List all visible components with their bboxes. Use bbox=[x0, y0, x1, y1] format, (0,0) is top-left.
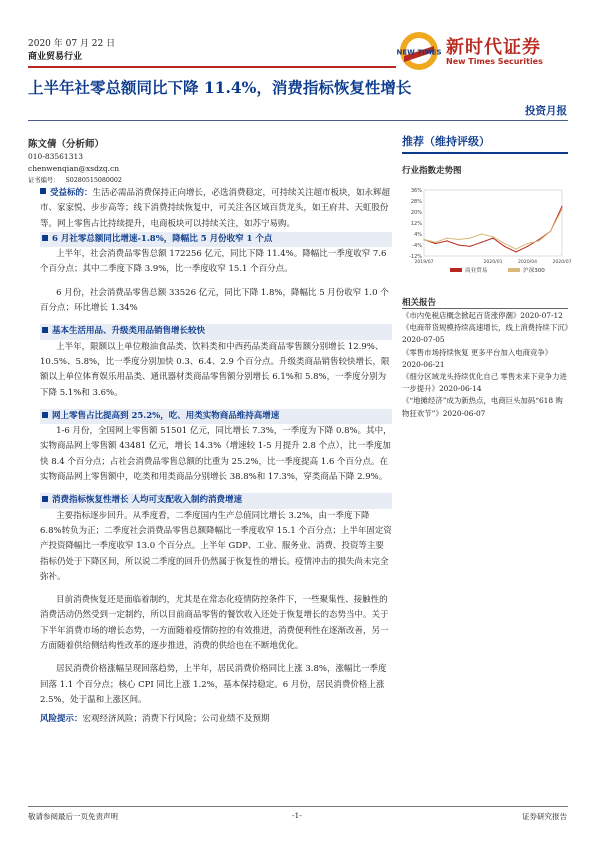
index-trend-chart bbox=[402, 184, 572, 280]
industry-name: 商业贸易行业 bbox=[28, 52, 83, 62]
chart-x-tick-label: 2020/07 bbox=[552, 260, 572, 265]
related-report-date: 2020-07-05 bbox=[402, 335, 445, 345]
chart-data-point bbox=[527, 243, 528, 244]
chart-data-point bbox=[435, 242, 436, 243]
chart-x-tick-label: 2020/01 bbox=[483, 260, 503, 265]
section-beneficiaries-head: 受益标的： bbox=[40, 188, 93, 198]
section-recovery-head: 消费指标恢复性增长 人均可支配收入制约消费增速 bbox=[40, 493, 392, 508]
company-name-en: New Times Securities bbox=[446, 57, 543, 66]
report-date: 2020 年 07 月 22 日 bbox=[28, 39, 116, 49]
chart-title: 行业指数走势图 bbox=[402, 166, 462, 176]
related-report-title[interactable]: 《市内免税店概念掀起百货涨停潮》 bbox=[402, 311, 521, 320]
related-report-title[interactable]: 《“地摊经济”成为新热点，电商巨头加码“618 购物狂欢节”》 bbox=[402, 396, 563, 418]
side-divider bbox=[402, 152, 568, 154]
related-report-title[interactable]: 《零售市场持续恢复 更多平台加入电商竞争》 bbox=[402, 347, 553, 357]
bullet-square-icon bbox=[40, 188, 46, 194]
chart-data-point bbox=[458, 239, 459, 240]
section-online-p1: 1-6 月份，全国网上零售额 51501 亿元，同比增长 7.3%，一季度为下降 0.8%。其中，实物商品网上零售额 43481 亿元，增长 14.3%（增速较 1-5 月提升 2.8 个点），比一季度加快 8.4 个百分点；占社会消费品零售总额的比重为 25.2%，比一季度提高 1.6 个百分点。在实物商品网上零售额中，吃类和用类商品分别增长 38.8%和 17.3%，穿类商品下降 2.9%。 bbox=[40, 426, 392, 483]
chart-y-tick-label: -12% bbox=[409, 254, 422, 260]
chart-y-tick-label: 20% bbox=[410, 210, 422, 216]
rating: 推荐（维持评级） bbox=[402, 135, 490, 148]
report-type: 投资月报 bbox=[525, 105, 567, 117]
chart-legend-label: 商业贸易 bbox=[465, 268, 488, 274]
related-report-date: 2020-06-07 bbox=[442, 408, 486, 418]
chart-data-point bbox=[527, 246, 528, 247]
chart-data-point bbox=[504, 246, 505, 247]
section-retail-p1: 上半年，社会消费品零售总额 172256 亿元，同比下降 11.4%。降幅比一季度收窄 7.6 个百分点；其中二季度下降 3.9%，比一季度收窄 15.1 个百分点。 bbox=[40, 249, 387, 275]
chart-data-point bbox=[492, 238, 493, 239]
chart-data-point bbox=[492, 236, 493, 237]
company-logo-icon bbox=[398, 30, 440, 72]
chart-y-tick-label: 28% bbox=[410, 199, 422, 205]
related-report-date: 2020-06-14 bbox=[438, 384, 482, 394]
section-recovery-p1: 主要指标逐步回升。从季度看，二季度国内生产总值同比增长 3.2%，由一季度下降 6.8%转负为正；二季度社会消费品零售总额降幅比一季度收窄 15.1 个百分点；上半年固定资产投资降幅比一季度收窄 13.0 个百分点。上半年 GDP、工业、服务业、消费、投资等主要指标仍处于下降区间，所以说二季度的回升仍然属于恢复性的增长。疫情冲击的损失尚未完全弥补。 bbox=[40, 510, 392, 582]
section-recovery-p2: 目前消费恢复还是面临着制约，尤其是在常态化疫情防控条件下，一些聚集性、接触性的消费活动仍然受到一定制约，所以目前商品零售的餐饮收入还处于恢复增长的态势当中。关于下半年消费市场的增长态势，一方面随着疫情防控的有效推进，消费便利性在逐渐改善，另一方面随着供给侧结构性改革的逐步推进，消费的供给也在不断地优化。 bbox=[40, 595, 389, 652]
chart-x-tick-label: 2019/07 bbox=[414, 260, 434, 265]
section-retail-head: 6 月社零总额同比增速-1.8%，降幅比 5 月份收窄 1 个点 bbox=[40, 232, 392, 247]
related-reports-title: 相关报告 bbox=[402, 298, 437, 308]
section-beneficiaries-text: 生活必需品消费保持正向增长，必选消费稳定，可持续关注超市板块，如永辉超市、家家悦、步步高等；线下消费持续恢复中，可关注各区域百货龙头，如王府井、天虹股份等。网上零售占比持续提升，电商板块可以持续关注，如苏宁易购。 bbox=[40, 188, 391, 229]
chart-data-point bbox=[481, 242, 482, 243]
logo-mark-text: NEW TIMES bbox=[396, 48, 442, 57]
cert-label: 证书编号： bbox=[28, 177, 60, 184]
footer-divider bbox=[28, 806, 568, 807]
analyst-name: 陈文倩（分析师） bbox=[28, 139, 105, 150]
related-report-item[interactable] bbox=[402, 395, 570, 419]
main-content bbox=[40, 186, 392, 728]
chart-data-point bbox=[423, 239, 424, 240]
related-reports-list bbox=[402, 310, 570, 420]
chart-series-line-benchmark bbox=[424, 209, 562, 249]
analyst-phone: 010-83561313 bbox=[28, 152, 84, 161]
bullet-square-icon bbox=[42, 496, 48, 502]
chart-data-point bbox=[504, 243, 505, 244]
section-goods-p1: 上半年，限额以上单位粮油食品类、饮料类和中西药品类商品零售额分别增长 12.9%、10.5%、5.8%，比一季度分别加快 0.3、6.4、2.9 个百分点。升级类商品销售较快增长，限额以上单位体育娱乐用品类、通讯器材类商品零售额分别增长 6.1%和 5.8%，一季度分别为下降 5.1%和 3.6%。 bbox=[40, 341, 390, 398]
chart-y-tick-label: -4% bbox=[412, 243, 422, 249]
chart-data-point bbox=[435, 243, 436, 244]
section-online-head: 网上零售占比提高到 25.2%，吃、用类实物商品维持高增速 bbox=[40, 409, 392, 424]
risk-label: 风险提示： bbox=[40, 714, 83, 725]
chart-data-point bbox=[458, 244, 459, 245]
chart-data-point bbox=[446, 238, 447, 239]
chart-y-tick-label: 36% bbox=[410, 188, 422, 194]
chart-data-point bbox=[481, 233, 482, 234]
chart-legend-swatch bbox=[450, 268, 462, 272]
bullet-square-icon bbox=[42, 412, 48, 418]
chart-legend-swatch bbox=[508, 268, 520, 272]
bullet-square-icon bbox=[42, 327, 48, 333]
related-report-date: 2020-07-12 bbox=[520, 311, 563, 320]
chart-data-point bbox=[515, 251, 516, 252]
related-divider bbox=[402, 308, 568, 309]
related-report-date: 2020-06-21 bbox=[402, 359, 445, 369]
related-report-item[interactable] bbox=[402, 347, 570, 371]
section-beneficiaries bbox=[40, 186, 392, 232]
section-retail-p2: 6 月份，社会消费品零售总额 33526 亿元，同比下降 1.8%，降幅比 5 月份收窄 1.0 个百分点；环比增长 1.34% bbox=[40, 287, 389, 314]
footer-disclaimer: 敬请参阅最后一页免责声明 bbox=[28, 812, 118, 821]
chart-data-point bbox=[446, 240, 447, 241]
section-goods-head: 基本生活用品、升级类用品销售增长较快 bbox=[40, 324, 392, 339]
chart-y-tick-label: 12% bbox=[410, 221, 422, 227]
chart-x-tick-label: 2020/04 bbox=[517, 260, 538, 265]
chart-data-point bbox=[515, 249, 516, 250]
section-recovery-p3: 居民消费价格涨幅呈现回落趋势，上半年，居民消费价格同比上涨 3.8%，涨幅比一季度回落 1.1 个百分点；核心 CPI 同比上涨 1.2%，基本保持稳定。6 月份，居民消费价格上涨 2.5%，处于温和上涨区间。 bbox=[40, 664, 387, 705]
related-report-title[interactable]: 《电商带货规模持续高速增长，线上消费持续下沉》 bbox=[402, 323, 572, 333]
chart-data-point bbox=[561, 209, 562, 210]
company-name-cn: 新时代证券 bbox=[446, 37, 541, 58]
header-divider bbox=[28, 66, 396, 68]
footer-report-label: 证券研究报告 bbox=[522, 812, 567, 821]
page-number: -1- bbox=[292, 811, 302, 820]
chart-plot-area bbox=[424, 190, 562, 256]
report-title: 上半年社零总额同比下降 11.4%，消费指标恢复性增长 bbox=[28, 78, 412, 97]
cert-number: S0280515080002 bbox=[65, 177, 122, 184]
analyst-cert bbox=[28, 175, 122, 184]
chart-data-point bbox=[538, 240, 539, 241]
chart-data-point bbox=[550, 231, 551, 232]
risk-warning bbox=[40, 712, 392, 727]
related-report-title[interactable]: 《细分区域龙头持续优化自己 零售未来下竞争力进一步提升》 bbox=[402, 372, 567, 394]
chart-series-line-industry bbox=[424, 207, 562, 252]
risk-text: 宏观经济风险；消费下行风险；公司业绩不及预期 bbox=[82, 714, 270, 725]
chart-data-point bbox=[561, 206, 562, 207]
analyst-email[interactable]: chenwenqian@xsdzq.cn bbox=[28, 164, 120, 173]
bullet-square-icon bbox=[42, 235, 48, 241]
chart-y-tick-label: 4% bbox=[414, 232, 422, 238]
related-report-item[interactable] bbox=[402, 371, 570, 395]
title-divider bbox=[28, 120, 568, 121]
chart-legend-label: 沪深300 bbox=[523, 268, 545, 274]
chart-data-point bbox=[469, 238, 470, 239]
related-report-item[interactable] bbox=[402, 322, 570, 346]
related-report-item[interactable] bbox=[402, 310, 570, 322]
chart-data-point bbox=[469, 246, 470, 247]
